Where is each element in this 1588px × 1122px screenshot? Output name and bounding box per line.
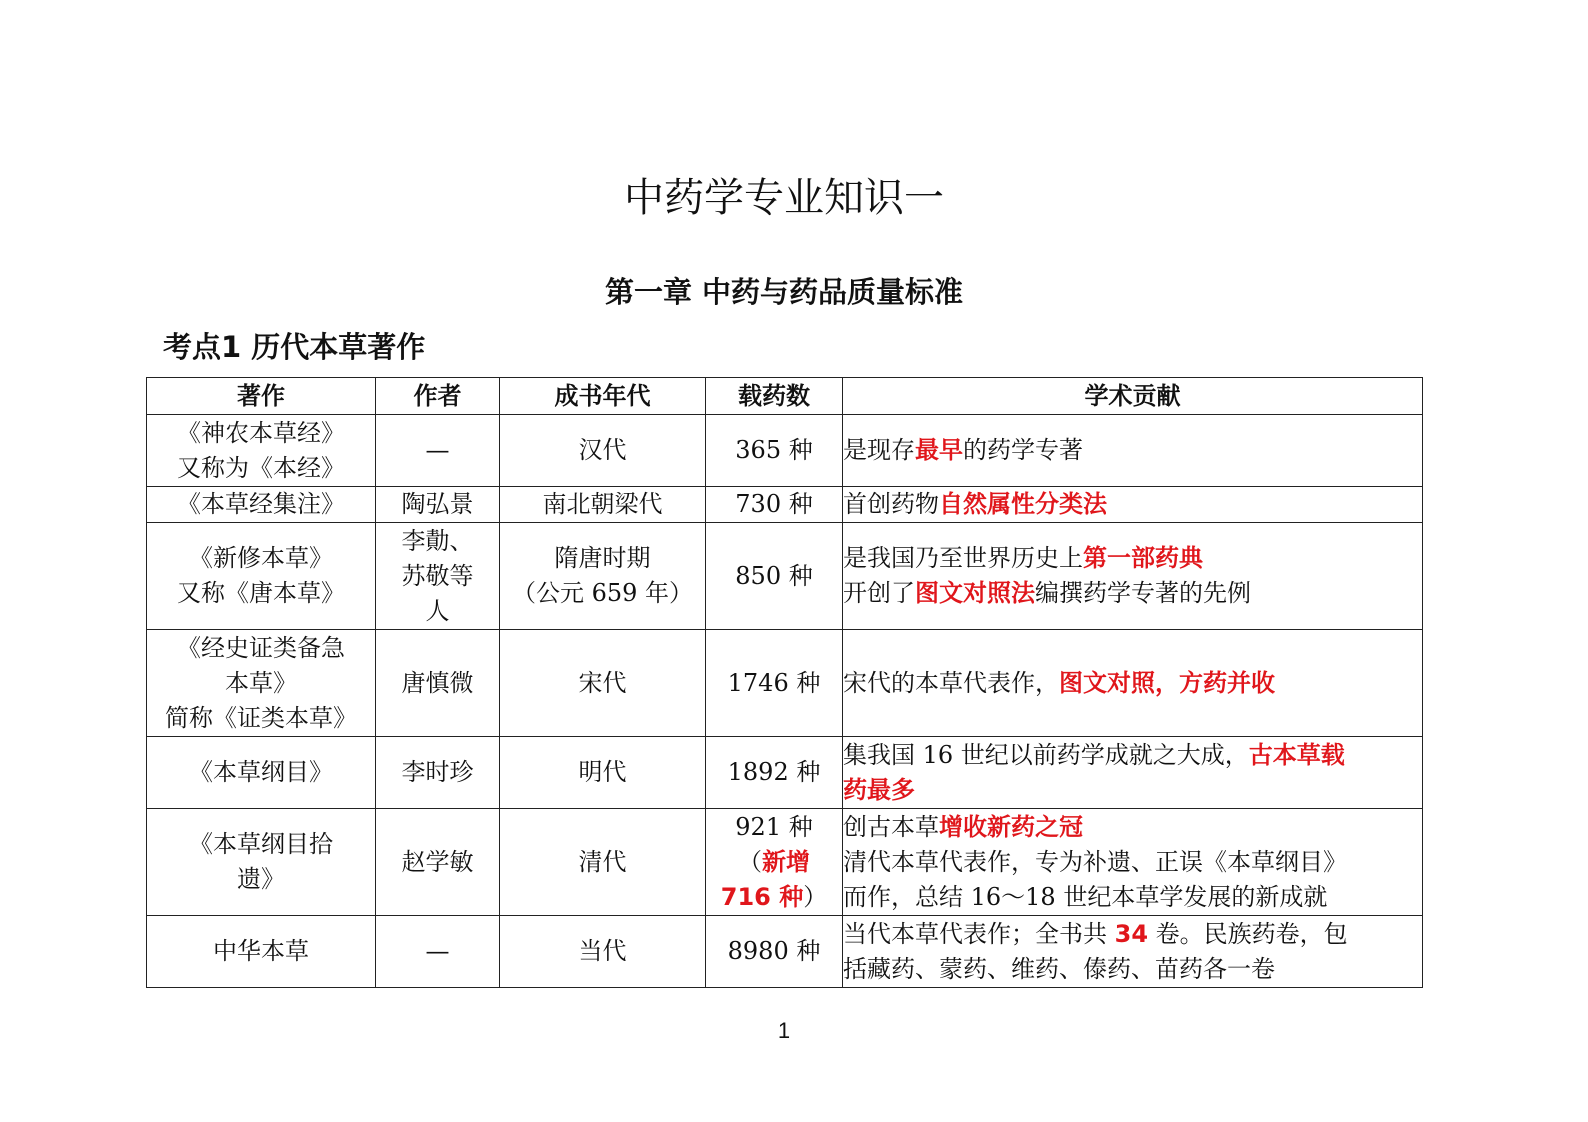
text-segment: 而作，总结 16～18 世纪本草学发展的新成就 — [843, 882, 1328, 911]
text-segment: 清代本草代表作，专为补遗、正误《本草纲目》 — [843, 847, 1347, 876]
cell-line — [843, 810, 1422, 845]
cell-line: 《本草经集注》 — [177, 490, 345, 518]
highlighted-text: 药最多 — [843, 775, 915, 804]
cell-line — [843, 487, 1422, 522]
cell-line: 《新修本草》 — [189, 544, 333, 572]
text-segment: 集我国 16 世纪以前药学成就之大成， — [843, 740, 1249, 769]
cell-count — [706, 523, 843, 630]
cell-count — [706, 809, 843, 916]
cell-era — [500, 809, 706, 916]
table-row — [147, 916, 1423, 988]
table-row — [147, 630, 1423, 737]
cell-era — [500, 523, 706, 630]
cell-line — [843, 773, 1422, 808]
cell-line: 《本草纲目拾 — [189, 830, 333, 858]
page-number: 1 — [777, 1018, 791, 1043]
cell-line — [843, 576, 1422, 611]
cell-line: — — [425, 436, 450, 464]
cell-line — [843, 880, 1422, 915]
cell-line — [843, 541, 1422, 576]
cell-era — [500, 415, 706, 487]
chapter-title: 第一章 中药与药品质量标准 — [604, 275, 964, 309]
cell-line: 中华本草 — [213, 937, 309, 965]
header-era: 成书年代 — [500, 378, 706, 415]
header-contribution: 学术贡献 — [843, 378, 1423, 415]
cell-author — [376, 487, 500, 523]
highlighted-text: 古本草载 — [1248, 740, 1345, 769]
cell-line: 苏敬等 — [401, 561, 474, 590]
cell-line: 1746 种 — [727, 668, 821, 697]
table-row — [147, 415, 1423, 487]
cell-era — [500, 630, 706, 737]
cell-work — [147, 415, 376, 487]
cell-line — [706, 810, 842, 845]
cell-era — [500, 487, 706, 523]
table-row — [147, 487, 1423, 523]
cell-count — [706, 737, 843, 809]
text-segment: 首创药物 — [843, 490, 939, 518]
cell-contribution — [843, 415, 1423, 487]
highlighted-text: 新增 — [762, 847, 810, 876]
cell-line: 宋代 — [578, 668, 627, 697]
header-author: 作者 — [376, 378, 500, 415]
cell-line: 人 — [425, 596, 450, 625]
cell-line: 遗》 — [237, 865, 285, 893]
highlighted-text: 增收新药之冠 — [939, 812, 1083, 841]
cell-count — [706, 415, 843, 487]
cell-count — [706, 916, 843, 988]
cell-line: 赵学敏 — [401, 847, 474, 876]
text-segment: 编撰药学专著的先例 — [1035, 579, 1251, 607]
cell-line: 1892 种 — [727, 758, 821, 786]
cell-count — [706, 487, 843, 523]
cell-line: 李时珍 — [401, 758, 474, 786]
cell-line: 清代 — [578, 847, 627, 876]
header-work: 著作 — [147, 378, 376, 415]
highlighted-text: 最早 — [915, 436, 963, 464]
text-segment: ） — [803, 882, 828, 911]
cell-line: 8980 种 — [727, 937, 821, 965]
cell-line: 365 种 — [735, 436, 813, 464]
cell-author — [376, 916, 500, 988]
cell-line — [843, 952, 1422, 987]
highlighted-text: 图文对照法 — [915, 579, 1035, 607]
cell-line: 陶弘景 — [401, 490, 474, 518]
cell-line: 本草》 — [225, 668, 297, 697]
text-segment: 的药学专著 — [963, 436, 1083, 464]
cell-line: 明代 — [578, 758, 627, 786]
cell-line — [843, 433, 1422, 468]
text-segment: 是现存 — [843, 436, 915, 464]
highlighted-text: 图文对照，方药并收 — [1059, 668, 1275, 697]
cell-line: 730 种 — [735, 490, 813, 518]
cell-work — [147, 487, 376, 523]
cell-contribution — [843, 523, 1423, 630]
cell-contribution — [843, 630, 1423, 737]
cell-line: 南北朝梁代 — [542, 490, 663, 518]
highlighted-text: 716 种 — [720, 882, 804, 911]
text-segment: 卷。民族药卷，包 — [1148, 919, 1348, 948]
cell-line: 《神农本草经》 — [177, 418, 345, 447]
table-row — [147, 523, 1423, 630]
cell-line: 《经史证类备急 — [177, 633, 345, 662]
cell-line: 850 种 — [735, 561, 813, 590]
cell-contribution — [843, 487, 1423, 523]
highlighted-text: 34 — [1114, 919, 1149, 948]
cell-line: 隋唐时期 — [554, 544, 651, 572]
cell-line: — — [425, 937, 450, 965]
text-segment: 创古本草 — [843, 812, 939, 841]
cell-line — [843, 738, 1422, 773]
cell-author — [376, 523, 500, 630]
table-row — [147, 809, 1423, 916]
header-count: 载药数 — [706, 378, 843, 415]
cell-author — [376, 809, 500, 916]
cell-line: 简称《证类本草》 — [165, 703, 357, 732]
cell-line — [706, 845, 842, 880]
cell-era — [500, 916, 706, 988]
cell-work — [147, 630, 376, 737]
cell-work — [147, 737, 376, 809]
text-segment: 921 种 — [735, 812, 813, 841]
table-header-row — [147, 378, 1423, 415]
section-title: 考点1 历代本草著作 — [163, 330, 426, 364]
cell-line: （公元 659 年） — [511, 579, 694, 607]
highlighted-text: 第一部药典 — [1083, 544, 1203, 572]
highlighted-text: 自然属性分类法 — [939, 490, 1107, 518]
cell-line: 唐慎微 — [401, 668, 474, 697]
cell-line — [706, 880, 842, 915]
cell-work — [147, 916, 376, 988]
cell-author — [376, 630, 500, 737]
cell-work — [147, 809, 376, 916]
cell-author — [376, 737, 500, 809]
cell-contribution — [843, 737, 1423, 809]
cell-line — [843, 845, 1422, 880]
cell-line — [843, 917, 1422, 952]
cell-line: 汉代 — [578, 436, 627, 464]
table-row — [147, 737, 1423, 809]
text-segment: 是我国乃至世界历史上 — [843, 544, 1083, 572]
text-segment: （ — [738, 847, 762, 876]
cell-era — [500, 737, 706, 809]
document-title: 中药学专业知识一 — [624, 175, 944, 221]
text-segment: 当代本草代表作；全书共 — [843, 919, 1115, 948]
text-segment: 开创了 — [843, 579, 915, 607]
herbal-works-table — [146, 377, 1423, 988]
cell-count — [706, 630, 843, 737]
cell-line: 当代 — [578, 937, 627, 965]
cell-line — [843, 666, 1422, 701]
cell-line: 《本草纲目》 — [189, 758, 333, 786]
cell-author — [376, 415, 500, 487]
text-segment: 宋代的本草代表作， — [843, 668, 1059, 697]
cell-line: 李勣、 — [401, 526, 474, 555]
cell-line: 又称为《本经》 — [177, 453, 345, 482]
cell-line: 又称《唐本草》 — [177, 579, 345, 607]
cell-contribution — [843, 809, 1423, 916]
cell-work — [147, 523, 376, 630]
text-segment: 括藏药、蒙药、维药、傣药、苗药各一卷 — [843, 954, 1275, 983]
cell-contribution — [843, 916, 1423, 988]
